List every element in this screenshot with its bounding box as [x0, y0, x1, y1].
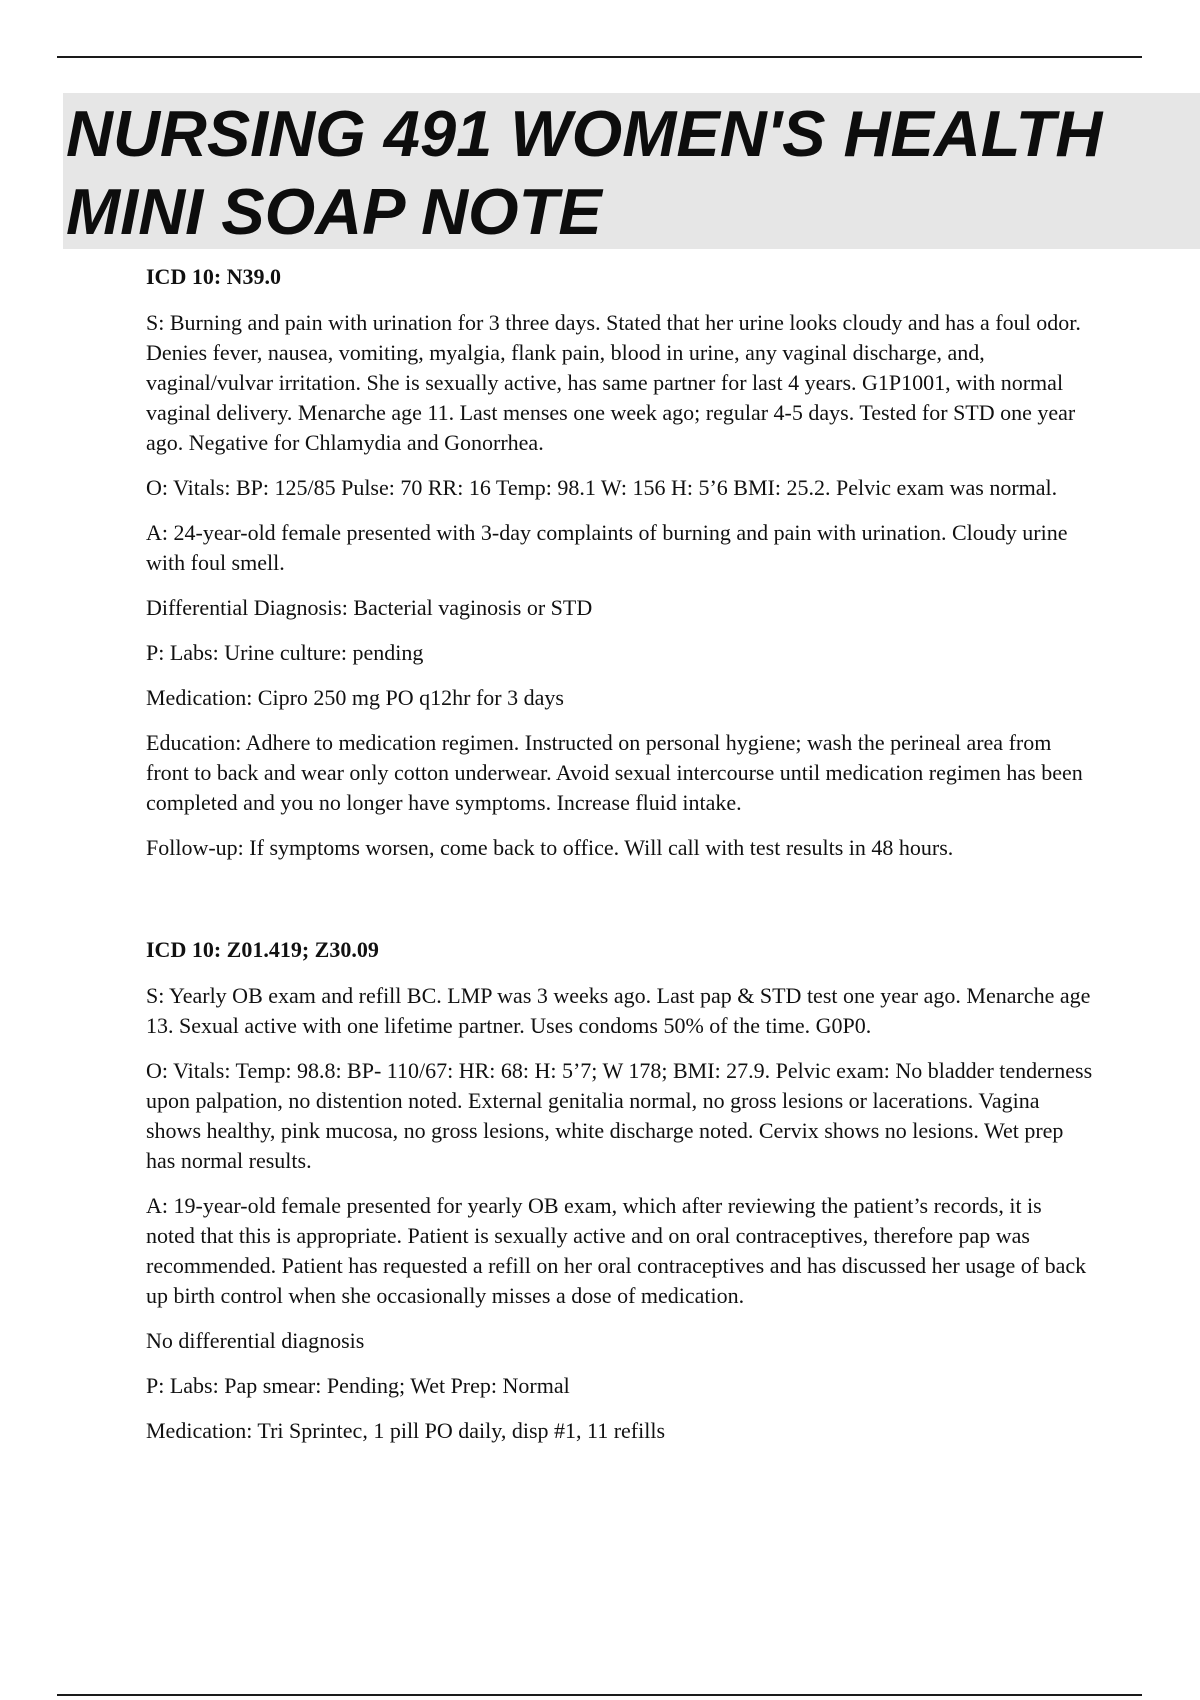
medication: Medication: Cipro 250 mg PO q12hr for 3 days	[146, 685, 564, 710]
top-rule	[57, 56, 1142, 58]
document-body	[146, 262, 1096, 1461]
icd-code: ICD 10: Z01.419; Z30.09	[146, 937, 379, 962]
section-spacer	[146, 878, 1096, 935]
education: Education: Adhere to medication regimen. Instructed on personal hygiene; wash the perineal area from front to back and wear only cotton underwear. Avoid sexual intercourse until medication regimen has been completed and you no longer have symptoms. Increase fluid intake.	[146, 730, 1083, 815]
follow-up: Follow-up: If symptoms worsen, come back to office. Will call with test results in 48 hours.	[146, 835, 954, 860]
soap-note-2	[146, 935, 1096, 1446]
plan-labs: P: Labs: Urine culture: pending	[146, 640, 424, 665]
differential-diagnosis: No differential diagnosis	[146, 1328, 365, 1353]
assessment-paragraph: A: 19-year-old female presented for yearly OB exam, which after reviewing the patient’s records, it is noted that this is appropriate. Patient is sexually active and on oral contraceptives, therefore pap was recommended. Patient has requested a refill on her oral contraceptives and has discussed her usage of back up birth control when she occasionally misses a dose of medication.	[146, 1193, 1087, 1308]
title-line-1: NURSING 491 WOMEN'S HEALTH	[66, 97, 1103, 170]
icd-code: ICD 10: N39.0	[146, 264, 282, 289]
title-line-2: MINI SOAP NOTE	[66, 175, 602, 248]
plan-labs: P: Labs: Pap smear: Pending; Wet Prep: Normal	[146, 1373, 570, 1398]
differential-diagnosis: Differential Diagnosis: Bacterial vaginosis or STD	[146, 595, 593, 620]
bottom-rule	[57, 1694, 1142, 1696]
objective-paragraph: O: Vitals: Temp: 98.8: BP- 110/67: HR: 68: H: 5’7; W 178; BMI: 27.9. Pelvic exam: No bladder tenderness upon palpation, no distention noted. External genitalia normal, no gross lesions or lacerations. Vagina shows healthy, pink mucosa, no gross lesions, white discharge noted. Cervix shows no lesions. Wet prep has normal results.	[146, 1058, 1093, 1173]
subjective-paragraph: S: Yearly OB exam and refill BC. LMP was 3 weeks ago. Last pap & STD test one year ago. Menarche age 13. Sexual active with one lifetime partner. Uses condoms 50% of the time. G0P0.	[146, 983, 1091, 1038]
soap-note-1	[146, 262, 1096, 863]
objective-paragraph: O: Vitals: BP: 125/85 Pulse: 70 RR: 16 Temp: 98.1 W: 156 H: 5’6 BMI: 25.2. Pelvic exam was normal.	[146, 475, 1058, 500]
assessment-paragraph: A: 24-year-old female presented with 3-day complaints of burning and pain with urination. Cloudy urine with foul smell.	[146, 520, 1068, 575]
subjective-paragraph: S: Burning and pain with urination for 3 three days. Stated that her urine looks cloudy and has a foul odor. Denies fever, nausea, vomiting, myalgia, flank pain, blood in urine, any vaginal discharge, and, vaginal/vulvar irritation. She is sexually active, has same partner for last 4 years. G1P1001, with normal vaginal delivery. Menarche age 11. Last menses one week ago; regular 4-5 days. Tested for STD one year ago. Negative for Chlamydia and Gonorrhea.	[146, 310, 1081, 455]
medication: Medication: Tri Sprintec, 1 pill PO daily, disp #1, 11 refills	[146, 1418, 666, 1443]
page-title	[66, 95, 1186, 251]
